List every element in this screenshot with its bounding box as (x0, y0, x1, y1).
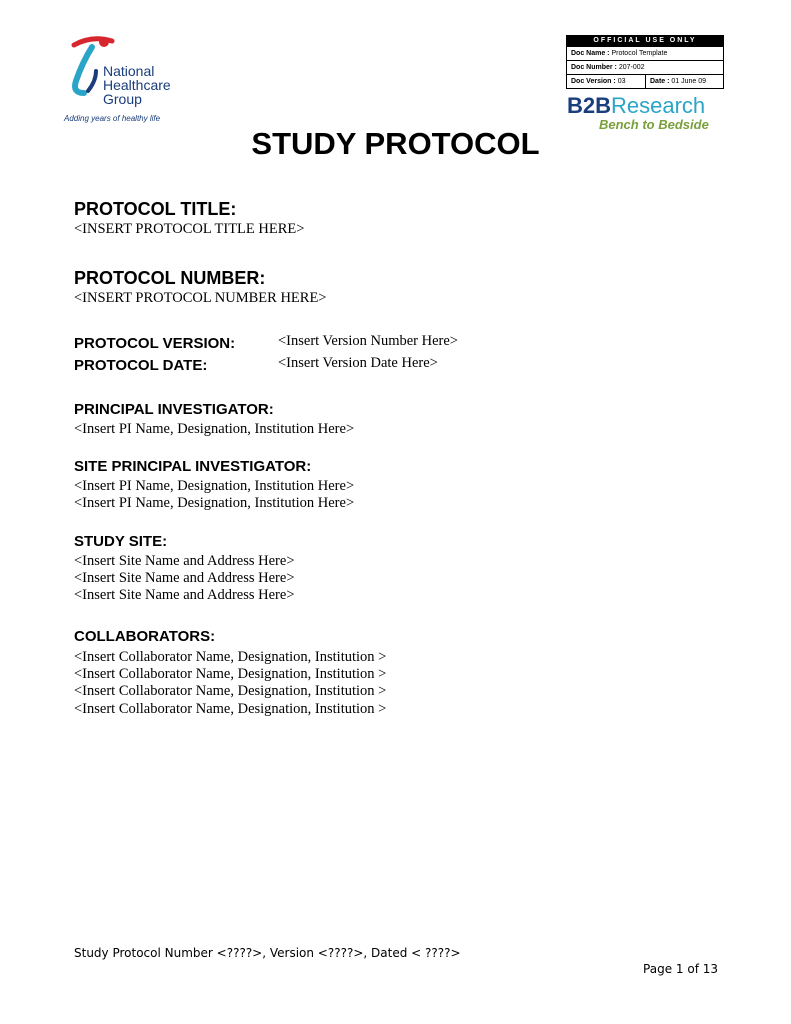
page-number: Page 1 of 13 (643, 962, 718, 976)
doc-version-value: 03 (617, 78, 626, 85)
study-site-line: <Insert Site Name and Address Here> (74, 570, 295, 586)
doc-version-label: Doc Version : (571, 78, 616, 85)
site-pi-line: <Insert PI Name, Designation, Institution Here> (74, 495, 355, 511)
footer-text: Study Protocol Number <????>, Version <????>, Dated < ????> (74, 946, 461, 960)
collaborator-line: <Insert Collaborator Name, Designation, Institution > (74, 701, 387, 717)
protocol-number-heading: PROTOCOL NUMBER: (74, 268, 266, 288)
b2b-logo-tagline: Bench to Bedside (599, 117, 709, 132)
protocol-version-heading: PROTOCOL VERSION: (74, 335, 236, 352)
site-pi-line: <Insert PI Name, Designation, Institution Here> (74, 478, 355, 494)
principal-investigator-line: <Insert PI Name, Designation, Institution Here> (74, 421, 355, 437)
protocol-date-heading: PROTOCOL DATE: (74, 357, 208, 374)
site-pi-heading: SITE PRINCIPAL INVESTIGATOR: (74, 458, 312, 475)
protocol-date-value: <Insert Version Date Here> (278, 355, 438, 371)
collaborators-heading: COLLABORATORS: (74, 628, 216, 645)
date-value: 01 June 09 (671, 78, 707, 85)
doc-version-row (567, 74, 723, 88)
official-use-box (566, 35, 724, 89)
date-label: Date : (650, 78, 670, 85)
doc-number-row (567, 60, 723, 74)
nhg-logo-name: National Healthcare Group (103, 63, 171, 107)
nhg-logo-tagline: Adding years of healthy life (64, 114, 161, 123)
protocol-number-value: <INSERT PROTOCOL NUMBER HERE> (74, 290, 327, 306)
b2b-logo-research: Research (611, 93, 706, 118)
doc-name-row (567, 46, 723, 60)
collaborator-line: <Insert Collaborator Name, Designation, Institution > (74, 683, 387, 699)
study-site-line: <Insert Site Name and Address Here> (74, 587, 295, 603)
protocol-title-heading: PROTOCOL TITLE: (74, 199, 237, 219)
b2b-research-logo (567, 94, 705, 118)
page-title: STUDY PROTOCOL (251, 126, 540, 161)
principal-investigator-heading: PRINCIPAL INVESTIGATOR: (74, 401, 274, 418)
doc-number-label: Doc Number : (571, 64, 617, 71)
collaborator-line: <Insert Collaborator Name, Designation, Institution > (74, 649, 387, 665)
doc-name-value: Protocol Template (611, 50, 668, 57)
b2b-logo-b2b: B2B (567, 93, 612, 118)
protocol-version-value: <Insert Version Number Here> (278, 333, 458, 349)
study-site-line: <Insert Site Name and Address Here> (74, 553, 295, 569)
doc-name-label: Doc Name : (571, 50, 610, 57)
study-site-heading: STUDY SITE: (74, 533, 168, 550)
doc-number-value: 207-002 (618, 64, 645, 71)
official-use-heading: OFFICIAL USE ONLY (567, 36, 723, 46)
collaborator-line: <Insert Collaborator Name, Designation, Institution > (74, 666, 387, 682)
protocol-title-value: <INSERT PROTOCOL TITLE HERE> (74, 221, 305, 237)
